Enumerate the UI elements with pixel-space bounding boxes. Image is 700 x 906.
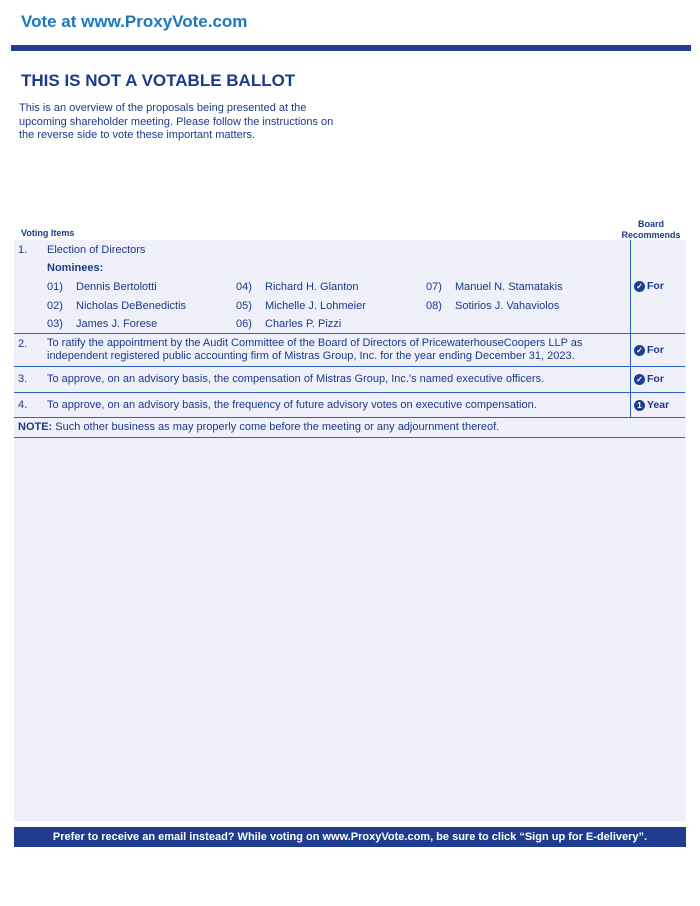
recommendation-cell — [630, 367, 685, 392]
voting-items-header: Voting Items — [21, 228, 75, 238]
item-text: To approve, on an advisory basis, the frequency of future advisory votes on executive compensation. — [47, 399, 537, 411]
item-number: 3. — [18, 373, 28, 385]
recommendation — [634, 399, 669, 411]
item-text — [47, 337, 582, 363]
recommendation-cell — [630, 393, 685, 417]
voting-item-1 — [14, 240, 685, 334]
header-divider — [11, 45, 691, 51]
one-year-icon: 1 — [634, 400, 645, 411]
item-text: To approve, on an advisory basis, the compensation of Mistras Group, Inc.'s named executive officers. — [47, 373, 545, 385]
nominee-name: Dennis Bertolotti — [76, 281, 157, 293]
recommendation-cell — [630, 334, 685, 366]
note-label: NOTE: — [18, 421, 53, 433]
nominee-number: 05) — [236, 300, 252, 312]
nominees-label: Nominees: — [47, 262, 104, 274]
recommendation-label: For — [647, 344, 664, 356]
board-header-line1: Board — [637, 219, 664, 229]
intro-text: This is an overview of the proposals being presented at the upcoming shareholder meeting. Please follow the instructions on the reverse side to vote these important matters. — [19, 102, 334, 141]
nominee-number: 07) — [426, 281, 442, 293]
note-row — [14, 418, 685, 438]
board-header-line2: Recommends — [621, 230, 681, 240]
nominee-name: Manuel N. Stamatakis — [455, 281, 563, 293]
nominee-number: 08) — [426, 300, 442, 312]
board-recommends-header — [615, 219, 687, 241]
recommendation-label: For — [647, 373, 664, 385]
item-number: 4. — [18, 399, 28, 411]
item-text-line: To ratify the appointment by the Audit Committee of the Board of Directors of PricewaterhouseCoopers LLP as — [47, 337, 583, 349]
page-title: THIS IS NOT A VOTABLE BALLOT — [21, 71, 296, 90]
nominee-number: 02) — [47, 300, 63, 312]
note-text — [18, 421, 499, 433]
voting-item-4 — [14, 393, 685, 418]
check-icon: ✓ — [634, 374, 645, 385]
recommendation-label: Year — [647, 399, 670, 411]
check-icon: ✓ — [634, 281, 645, 292]
item-number: 1. — [18, 244, 28, 256]
proxyvote-link[interactable]: Vote at www.ProxyVote.com — [21, 12, 248, 31]
recommendation — [634, 280, 664, 292]
recommendation-cell — [630, 240, 685, 333]
item-text: Election of Directors — [47, 244, 146, 256]
recommendation — [634, 344, 664, 356]
voting-item-3 — [14, 367, 685, 393]
item-number: 2. — [18, 338, 28, 350]
note-body: Such other business as may properly come before the meeting or any adjournment thereof. — [52, 421, 500, 433]
nominee-number: 03) — [47, 318, 63, 330]
edelivery-banner: Prefer to receive an email instead? While voting on www.ProxyVote.com, be sure to click “Sign up for E-delivery”. — [14, 827, 686, 847]
nominee-number: 04) — [236, 281, 252, 293]
nominee-name: Charles P. Pizzi — [265, 318, 342, 330]
nominee-number: 01) — [47, 281, 63, 293]
recommendation — [634, 373, 664, 385]
voting-item-2 — [14, 334, 685, 367]
nominee-name: Michelle J. Lohmeier — [265, 300, 366, 312]
check-icon: ✓ — [634, 345, 645, 356]
nominee-number: 06) — [236, 318, 252, 330]
nominee-name: James J. Forese — [76, 318, 158, 330]
recommendation-label: For — [647, 280, 664, 292]
nominee-name: Richard H. Glanton — [265, 281, 359, 293]
item-text-line: independent registered public accounting firm of Mistras Group, Inc. for the year ending December 31, 2023. — [47, 350, 575, 362]
nominee-name: Sotirios J. Vahaviolos — [455, 300, 560, 312]
nominee-name: Nicholas DeBenedictis — [76, 300, 187, 312]
